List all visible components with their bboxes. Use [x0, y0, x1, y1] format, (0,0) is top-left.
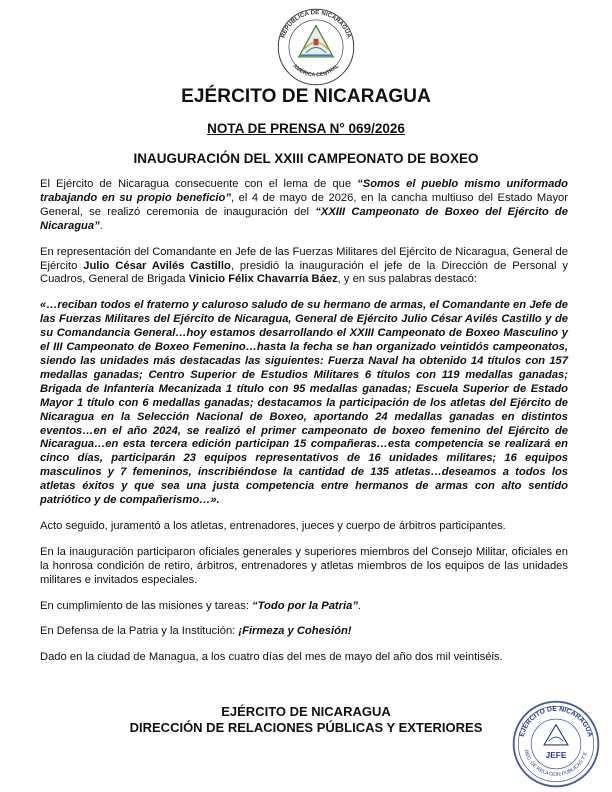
- svg-text:AMÉRICA CENTRAL: [291, 63, 341, 79]
- text: En representación del Comandante en Jefe de las Fuerzas Militares del Ejército de Nicaragua, General de Ejército: [40, 245, 568, 272]
- paragraph-intro: [40, 178, 568, 234]
- paragraph-dateline: Dado en la ciudad de Managua, a los cuatro días del mes de mayo del año dos mil veintiséis.: [40, 651, 503, 664]
- signature-line-1: EJÉRCITO DE NICARAGUA: [221, 704, 391, 719]
- paragraph-mission: [40, 600, 568, 614]
- speech-quote: «…reciban todos el fraterno y caluroso saludo de su hermano de armas, el Comandante en Jefe de las Fuerzas Militares del Ejército de Nicaragua, General de Ejército Julio César Avilés Castillo y de su Comandancia General…hoy estamos desarrollando el XXIII Campeonato de Boxeo Masculino y el III Campeonato de Boxeo Femenino…hasta la fecha se han organizado veintidós campeonatos, siendo las unidades más destacadas las siguientes: Fuerza Naval ha obtenido 14 títulos con 157 medallas ganadas; Centro Superior de Estudios Militares 6 títulos con 119 medallas ganadas; Brigada de Infantería Mecanizada 1 título con 95 medallas ganadas; Escuela Superior de Estado Mayor 1 título con 6 medallas ganadas; destacamos la participación de los atletas del Ejército de Nicaragua en la Selección Nacional de Boxeo, aportando 24 medallas ganadas en distintos eventos…en el año 2024, se realizó el primer campeonato de boxeo femenino del Ejército de Nicaragua…en esta tercera edición participan 15 compañeras…esta competencia se realizará en cinco días, participarán 23 equipos representativos de 16 unidades militares; 16 equipos masculinos y 7 femeninos, inscribiéndose la cantidad de 135 atletas…deseamos a todos los atletas éxitos y que sea una justa competencia entre hermanos de armas con alto sentido patriótico y de compañerismo…».: [40, 299, 568, 507]
- seal-text-center: JEFE: [545, 750, 567, 760]
- text: , y en sus palabras destacó:: [337, 273, 477, 286]
- person-name: Vinicio Félix Chavarría Báez: [188, 273, 338, 286]
- paragraph-representation: [40, 246, 568, 288]
- emblem-text-bottom: AMÉRICA CENTRAL: [291, 63, 341, 79]
- text: , presidió la inauguración el jefe de la Dirección de Personal y Cuadros, General de Brigada: [40, 259, 568, 286]
- paragraph-oath: Acto seguido, juramentó a los atletas, entrenadores, jueces y cuerpo de árbitros participantes.: [40, 519, 506, 532]
- press-release-number: NOTA DE PRENSA N° 069/2026: [207, 121, 405, 136]
- paragraph-participants: En la inauguración participaron oficiales generales y superiores miembros del Consejo Militar, oficiales en la honrosa condición de retiro, árbitros, entrenadores y atletas miembros de los equipos de las unidades militares e invitados especiales.: [40, 545, 568, 586]
- seal-text-bottom: REC. DE RELACION PÚBLICAS Y E: [522, 749, 589, 778]
- signature-line-2: DIRECCIÓN DE RELACIONES PÚBLICAS Y EXTERIORES: [129, 720, 483, 735]
- paragraph-defense: [40, 625, 568, 639]
- text: , el 4 de mayo de 2026, en la cancha multiuso del Estado Mayor General, se realizó ceremonia de inauguración del: [40, 191, 568, 218]
- text: El Ejército de Nicaragua consecuente con el lema de que: [40, 178, 358, 190]
- coat-of-arms-icon: [275, 6, 357, 88]
- person-name: Julio César Avilés Castillo: [83, 259, 231, 272]
- text: En Defensa de la Patria y la Institución:: [40, 625, 239, 638]
- motto: ¡Firmeza y Cohesión!: [238, 625, 352, 638]
- text: En cumplimiento de las misiones y tareas:: [40, 599, 253, 612]
- seal-text-top: EJÉRCITO DE NICARAGUA: [518, 705, 594, 738]
- organization-title: EJÉRCITO DE NICARAGUA: [181, 86, 431, 107]
- text: .: [357, 599, 362, 612]
- headline: INAUGURACIÓN DEL XXIII CAMPEONATO DE BOXEO: [133, 151, 479, 166]
- press-release-body: [40, 178, 568, 677]
- text: .: [99, 219, 103, 232]
- motto: “Todo por la Patria”: [252, 599, 358, 612]
- event-name: “XXIII Campeonato de Boxeo del Ejército de Nicaragua”: [40, 205, 568, 232]
- emblem-text-top: REPÚBLICA DE NICARAGUA: [279, 9, 353, 39]
- official-seal-icon: [510, 698, 602, 790]
- army-slogan: “Somos el pueblo mismo uniformado trabajando en su propio beneficio”: [40, 178, 568, 204]
